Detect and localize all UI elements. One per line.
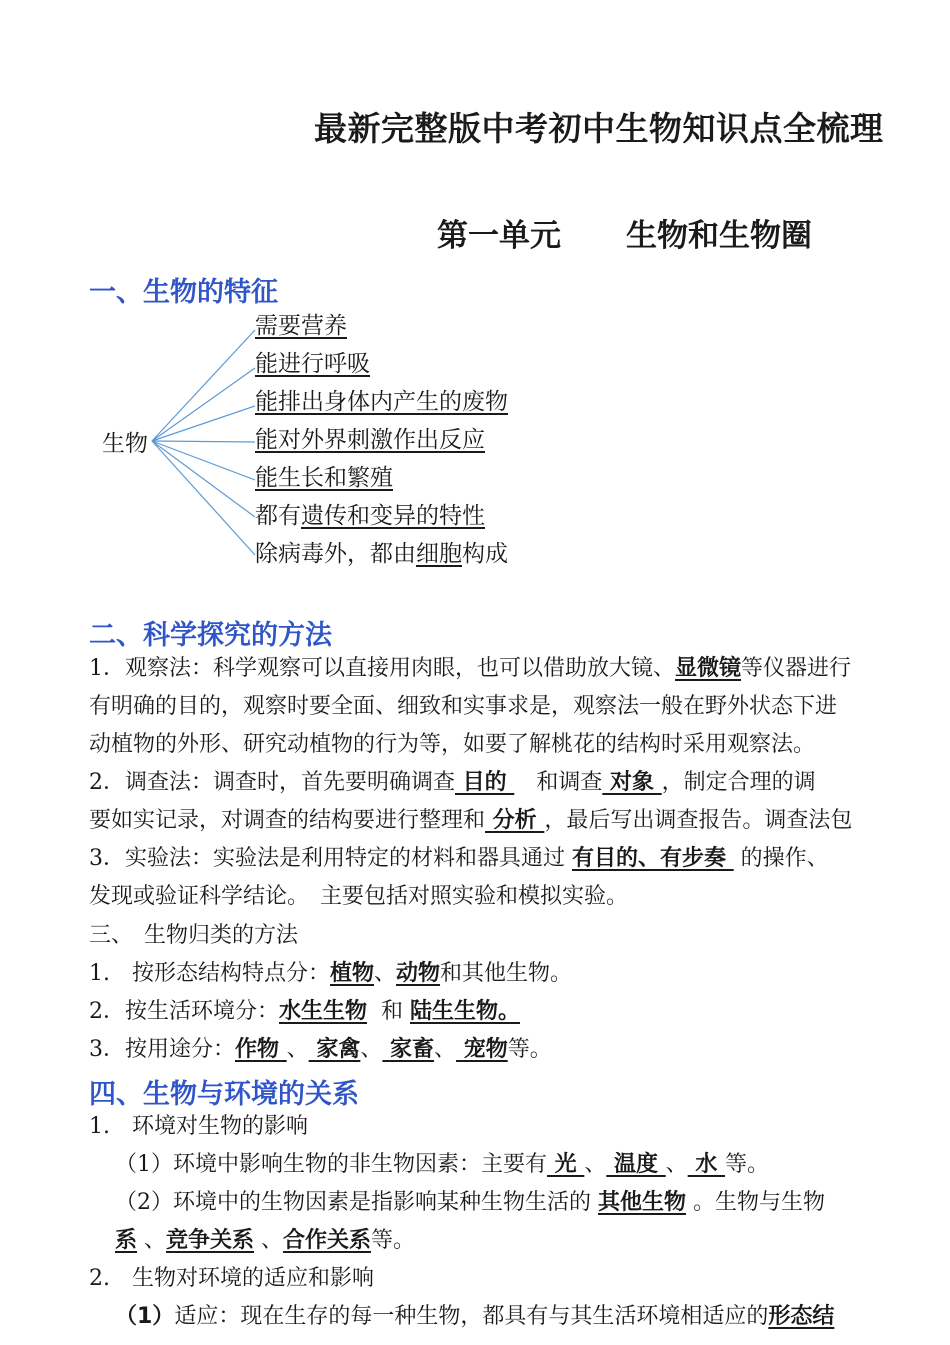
key-term: 家畜: [382, 1037, 435, 1062]
paragraph-line: [89, 997, 520, 1027]
text: 2．按生活环境分：: [89, 999, 279, 1024]
key-term: 分析: [485, 808, 545, 833]
key-term: 显微镜: [675, 656, 742, 681]
section-heading-environment: 四、生物与环境的关系: [89, 1079, 359, 1110]
text: （2）环境中的生物因素是指影响某种生物生活的: [115, 1190, 598, 1215]
text: 。生物与生物: [686, 1190, 826, 1215]
trait-item: [255, 539, 508, 569]
trait-underlined: 细胞: [416, 541, 462, 567]
key-term: 有目的、有步奏: [572, 846, 734, 871]
key-term: 形态结: [768, 1304, 835, 1329]
paragraph-line: [89, 768, 816, 798]
section-heading-methods: 二、科学探究的方法: [89, 620, 332, 651]
key-term: 温度: [606, 1152, 666, 1177]
text: （1）: [115, 1304, 175, 1329]
text: ，最后写出调查报告。调查法包: [544, 808, 853, 833]
paragraph-line: [89, 844, 829, 874]
paragraph-line: [115, 1302, 834, 1332]
tree-root-label: 生物: [102, 431, 148, 457]
unit-label: 第一单元: [437, 218, 561, 254]
key-term: 目的: [455, 770, 515, 795]
key-term: 合作关系: [283, 1228, 372, 1253]
paragraph-line: [89, 1035, 552, 1065]
trait-item: 能生长和繁殖: [255, 465, 393, 491]
unit-name: 生物和生物圈: [626, 218, 812, 254]
key-term: 光: [547, 1152, 585, 1177]
text: 和其他生物。: [440, 961, 573, 986]
paragraph-line: [115, 1226, 415, 1256]
section-heading-characteristics: 一、生物的特征: [89, 277, 278, 308]
document-title: 最新完整版中考初中生物知识点全梳理: [314, 109, 884, 148]
text: （1）环境中影响生物的非生物因素：主要有: [115, 1152, 547, 1177]
paragraph-line: [115, 1150, 769, 1180]
paragraph-line: 动植物的外形、研究动植物的行为等，如要了解桃花的结构时采用观察法。: [89, 732, 816, 757]
text: 1．观察法：科学观察可以直接用肉眼，也可以借助放大镜、: [89, 656, 675, 681]
paragraph-line: 有明确的目的，观察时要全面、细致和实事求是，观察法一般在野外状态下进: [89, 694, 838, 719]
key-term: 陆生生物。: [410, 999, 521, 1024]
text: 的操作、: [733, 846, 829, 871]
text: 等。: [371, 1228, 416, 1253]
text: 、: [254, 1228, 284, 1253]
trait-item: 需要营养: [255, 313, 347, 339]
text: 1. 按形态结构特点分：: [89, 961, 330, 986]
key-term: 作物: [235, 1037, 287, 1062]
text: 、: [360, 1037, 383, 1062]
trait-item: 能排出身体内产生的废物: [255, 389, 508, 415]
key-term: 家禽: [308, 1037, 361, 1062]
paragraph-line: 2. 生物对环境的适应和影响: [89, 1266, 374, 1291]
text: 和调查: [514, 770, 603, 795]
text: 、: [584, 1152, 607, 1177]
key-term: 系: [115, 1228, 138, 1253]
key-term: 竞争关系: [166, 1228, 255, 1253]
text: 、: [286, 1037, 309, 1062]
paragraph-line: [115, 1188, 825, 1218]
text: 适应：现在生存的每一种生物，都具有与其生活环境相适应的: [174, 1304, 769, 1329]
text: 3．按用途分：: [89, 1037, 235, 1062]
text: 等。: [725, 1152, 770, 1177]
paragraph-line: [89, 959, 572, 989]
key-term: 宠物: [456, 1037, 508, 1062]
paragraph-line: 发现或验证科学结论。 主要包括对照实验和模拟实验。: [89, 884, 629, 909]
text: 等仪器进行: [741, 656, 852, 681]
section-heading-classification: 三、 生物归类的方法: [89, 923, 299, 948]
trait-item: 能对外界刺激作出反应: [255, 427, 485, 453]
key-term: 对象: [602, 770, 662, 795]
key-term: 植物: [330, 961, 375, 986]
trait-underlined: 遗传和变异的特性: [301, 503, 485, 529]
trait-text: 构成: [462, 541, 508, 567]
text: 、: [374, 961, 397, 986]
key-term: 动物: [396, 961, 441, 986]
text: 、: [665, 1152, 688, 1177]
text: 、: [434, 1037, 457, 1062]
paragraph-line: [89, 654, 851, 684]
key-term: 水生生物: [279, 999, 368, 1024]
text: 2．调查法：调查时，首先要明确调查: [89, 770, 455, 795]
paragraph-line: [89, 806, 852, 836]
text: 、: [137, 1228, 167, 1253]
key-term: 水: [687, 1152, 726, 1177]
trait-text: 都有: [255, 503, 301, 529]
text: 等。: [507, 1037, 552, 1062]
text: 3．实验法：实验法是利用特定的材料和器具通过: [89, 846, 572, 871]
trait-item: [255, 501, 485, 531]
text: ，制定合理的调: [661, 770, 816, 795]
trait-item: 能进行呼吸: [255, 351, 370, 377]
text: 要如实记录，对调查的结构要进行整理和: [89, 808, 486, 833]
key-term: 其他生物: [598, 1190, 687, 1215]
paragraph-line: 1. 环境对生物的影响: [89, 1114, 308, 1139]
text: 和: [367, 999, 410, 1024]
trait-text: 除病毒外，都由: [255, 541, 416, 567]
